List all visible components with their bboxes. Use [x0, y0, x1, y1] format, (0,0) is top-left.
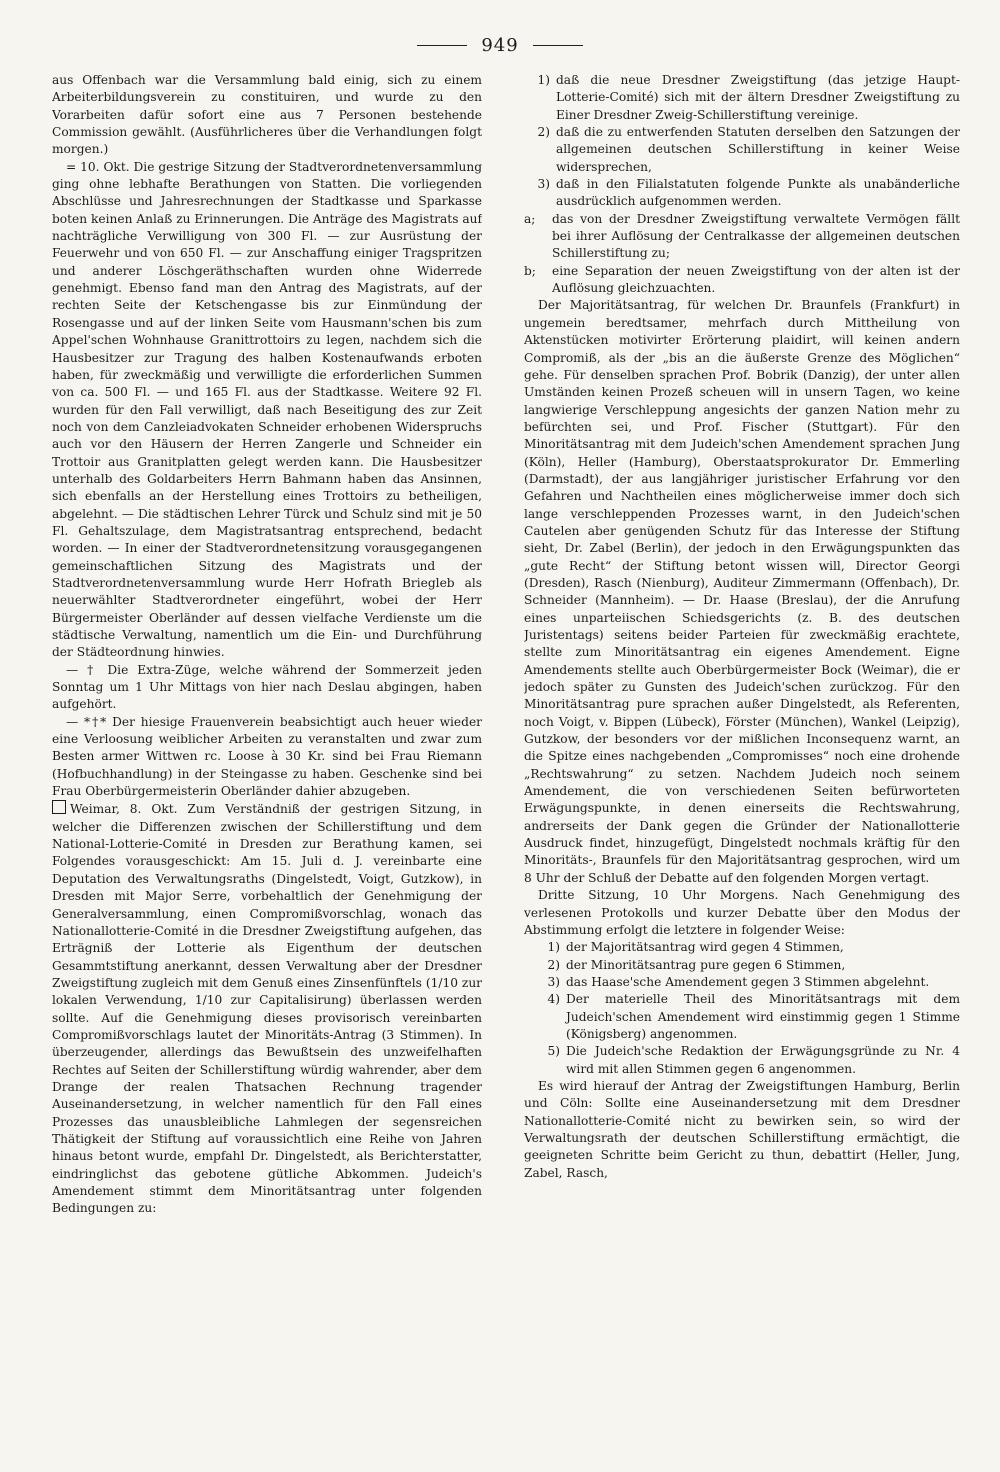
vote-text: der Minoritätsantrag pure gegen 6 Stimmen, [566, 957, 846, 972]
vote-number: 5) [547, 1044, 560, 1059]
vote-item [524, 957, 960, 974]
condition-number: b; [524, 263, 536, 278]
vote-number: 2) [547, 957, 560, 972]
vote-item [524, 939, 960, 956]
condition-item [524, 263, 960, 298]
paragraph-weimar [52, 800, 482, 1217]
condition-number: 2) [537, 125, 550, 140]
condition-number: 3) [537, 177, 550, 192]
box-icon [52, 800, 66, 814]
vote-text: der Majoritätsantrag wird gegen 4 Stimmen, [566, 940, 844, 955]
vote-number: 3) [547, 974, 560, 989]
condition-text: eine Separation der neuen Zweigstiftung von der alten ist der Auflösung gleichzuachten. [552, 263, 960, 296]
condition-number: 1) [537, 73, 550, 87]
header-rule-left [417, 45, 467, 46]
vote-item [524, 1043, 960, 1078]
condition-text: daß die zu entwerfenden Statuten derselben den Satzungen der allgemeinen deutschen Schillerstiftung in keiner Weise widersprechen, [556, 125, 960, 174]
vote-text: das Haase'sche Amendement gegen 3 Stimmen abgelehnt. [566, 974, 930, 989]
condition-item [524, 211, 960, 263]
vote-text: Der materielle Theil des Minoritätsantrags mit dem Judeich'schen Amendement wird einstimmig gegen 1 Stimme (Königsberg) angenommen. [566, 992, 960, 1041]
paragraph-majoritaetsantrag: Der Majoritätsantrag, für welchen Dr. Braunfels (Frankfurt) in ungemein beredtsamer, mehrfach durch Mittheilung von Aktenstücken motivirter Erörterung plaidirt, will keinen andern Compromiß, als der „bis an die äußerste Grenze des Möglichen“ gehe. Für denselben sprachen Prof. Bobrik (Danzig), der unter allen Umständen keinen Prozeß scheuen will in unsern Tagen, wo keine langwierige Verschleppung angesichts der ganzen Nation mehr zu befürchten sei, und Prof. Fischer (Stuttgart). Für den Minoritätsantrag mit dem Judeich'schen Amendement sprachen Jung (Köln), Heller (Hamburg), Oberstaatsprokurator Dr. Emmerling (Darmstadt), der aus langjähriger juristischer Erfahrung vor den Gefahren und Nachtheilen eines möglicherweise immer doch sich lange verschleppenden Prozesses warnt, in den Judeich'schen Cautelen aber genügenden Schutz für das Interesse der Stiftung sieht, Dr. Zabel (Berlin), der jedoch in den Erwägungspunkten das „gute Recht“ der Stiftung betont wissen will, Director Georgi (Dresden), Rasch (Nienburg), Auditeur Zimmermann (Offenbach), Dr. Schneider (Mannheim). — Dr. Haase (Breslau), der die Anrufung eines unparteiischen Schiedsgerichts (z. B. des deutschen Juristentags) seitens beider Parteien für zweckmäßig erachtete, stellte zum Minoritätsantrag ein eigenes Amendement. Eigne Amendements stellte auch Oberbürgermeister Bock (Weimar), die er jedoch später zu Gunsten des Judeich'schen zurückzog. Für den Minoritätsantrag pure sprachen außer Dingelstedt, als Referenten, noch Voigt, v. Bippen (Lübeck), Förster (München), Wankel (Leipzig), Gutzkow, der besonders vor der mißlichen Inconsequenz warnt, an die Spitze eines nachgebenden „Compromisses“ noch eine drohende „Rechtswahrung“ zu setzen. Nachdem Judeich noch seinem Amendement, die von verschiedenen Seiten befürworteten Erwägungspunkte, in denen einerseits die Rechtswahrung, andrerseits der Dank gegen die Gründer der Nationallotterie Ausdruck findet, hinzugefügt, Dingelstedt nochmals kräftig für den Minoritäts-, Braunfels für den Majoritätsantrag gesprochen, wird um 8 Uhr der Schluß der Debatte auf den folgenden Morgen vertagt. [524, 298, 960, 885]
condition-text: daß die neue Dresdner Zweigstiftung (das jetzige Haupt-Lotterie-Comité) sich mit der ältern Dresdner Zweigstiftung zu Einer Dresdner Zweig-Schillerstiftung vereinige. [556, 73, 960, 122]
vote-number: 1) [547, 940, 560, 955]
condition-text: das von der Dresdner Zweigstiftung verwaltete Vermögen fällt bei ihrer Auflösung der Centralkasse der allgemeinen deutschen Schillerstiftung zu; [552, 211, 960, 261]
paragraph-dritte-sitzung: Dritte Sitzung, 10 Uhr Morgens. Nach Genehmigung des verlesenen Protokolls und kurzer Debatte über den Modus der Abstimmung erfolgt die letztere in folgender Weise: [524, 888, 960, 937]
page-number: 949 [481, 34, 519, 56]
condition-item [524, 176, 960, 211]
paragraph-stadtverordneten: = 10. Okt. Die gestrige Sitzung der Stadtverordnetenversammlung ging ohne lebhafte Berathungen von Statten. Die vorliegenden Abschlüsse und Jahresrechnungen der Stadtkasse und Sparkasse boten keinen Anlaß zu Erinnerungen. Die Anträge des Magistrats auf nachträgliche Verwilligung von 300 Fl. — zur Ausrüstung der Feuerwehr und von 650 Fl. — zur Anschaffung einiger Tragspritzen und anderer Löschgeräthschaften wurden ohne Widerrede genehmigt. Ebenso fand man den Antrag des Magistrats, auf der rechten Seite der Ketschengasse bis zur Einmündung der Rosengasse und auf der linken Seite vom Hausmann'schen bis zum Appel'schen Wohnhause Granittrottoirs zu legen, nachdem sich die Hausbesitzer zur Tragung des halben Kostenaufwands erboten haben, für zweckmäßig und verwilligte die erforderlichen Summen von ca. 500 Fl. — und 165 Fl. aus der Stadtkasse. Weitere 92 Fl. wurden für den Fall verwilligt, daß nach Beseitigung des zur Zeit noch von dem Canzleiadvokaten Schneider erhobenen Widerspruchs auch vor den Häusern der Herren Zangerle und Schneider ein Trottoir aus Granitplatten gelegt werden kann. Die Hausbesitzer unterhalb des Goldarbeiters Herrn Bahmann haben das Ansinnen, sich ebenfalls an der Herstellung eines Trottoirs zu betheiligen, abgelehnt. — Die städtischen Lehrer Türck und Schulz sind mit je 50 Fl. Gehaltszulage, dem Magistratsantrag entsprechend, bedacht worden. — In einer der Stadtverordnetensitzung vorausgegangenen gemeinschaftlichen Sitzung des Magistrats und der Stadtverordnetenversammlung wurde Herr Hofrath Briegleb als neuerwählter Stadtverordneter eingeführt, wobei der Herr Bürgermeister Oberländer auf dessen vielfache Verdienste um die städtische Verwaltung, namentlich um die Ein- und Durchführung der Städteordnung hinwies. [52, 159, 482, 660]
vote-item [524, 974, 960, 991]
condition-item [524, 72, 960, 124]
vote-number: 4) [547, 992, 560, 1007]
paragraph-extra-zuege: — † Die Extra-Züge, welche während der Sommerzeit jeden Sonntag um 1 Uhr Mittags von hier nach Deslau abgingen, haben aufgehört. [52, 662, 482, 712]
paragraph-offenbach: aus Offenbach war die Versammlung bald einig, sich zu einem Arbeiterbildungsverein zu constituiren, und wurde zu den Vorarbeiten dafür sofort eine aus 7 Personen bestehende Commission gewählt. (Ausführlicheres über die Verhandlungen folgt morgen.) [52, 73, 482, 157]
vote-text: Die Judeich'sche Redaktion der Erwägungsgründe zu Nr. 4 wird mit allen Stimmen gegen 6 angenommen. [566, 1044, 960, 1076]
paragraph-zweigstiftungen-antrag: Es wird hierauf der Antrag der Zweigstiftungen Hamburg, Berlin und Cöln: Sollte eine Auseinandersetzung mit dem Dresdner Nationallotterie-Comité nicht zu bewirken sein, so wird der Verwaltungsrath der deutschen Schillerstiftung ermächtigt, die geeigneten Schritte beim Gericht zu thun, debattirt (Heller, Jung, Zabel, Rasch, [524, 1078, 960, 1180]
page-header [0, 30, 1000, 60]
paragraph-weimar-text: Weimar, 8. Okt. Zum Verständniß der gestrigen Sitzung, in welcher die Differenzen zwischen der Schillerstiftung und dem National-Lotterie-Comité in Dresden zur Berathung kamen, sei Folgendes vorausgeschickt: Am 15. Juli d. J. vereinbarte eine Deputation des Verwaltungsraths (Dingelstedt, Voigt, Gutzkow), in Dresden mit Major Serre, vorbehaltlich der Genehmigung der Generalversammlung, einen Compromißvorschlag, wonach das Nationallotterie-Comité in die Dresdner Zweigstiftung aufgehen, das Erträgniß der Lotterie als Eigenthum der deutschen Gesammtstiftung anerkannt, dessen Verwaltung aber der Dresdner Zweigstiftung zugleich mit dem Genuß eines Zinsenfünftels (1/10 zur lokalen Verwendung, 1/10 zur Capitalisirung) überlassen werden sollte. Auf die Genehmigung dieses provisorisch vereinbarten Compromißvorschlags lautet der Minoritäts-Antrag (3 Stimmen). In überzeugender, allerdings das Bewußtsein des unzweifelhaften Rechtes auf Seiten der Schillerstiftung würdig wahrender, aber dem Drange der realen Thatsachen Rechnung tragender Auseinandersetzung, in welcher namentlich für den Fall eines Prozesses das unausbleibliche Lahmlegen der segensreichen Thätigkeit der Stiftung auf voraussichtlich eine Reihe von Jahren hinaus betont wurde, empfahl Dr. Dingelstedt, als Berichterstatter, eindringlichst das gebotene gütliche Abkommen. Judeich's Amendement stimmt dem Minoritätsantrag unter folgenden Bedingungen zu: [52, 802, 482, 1216]
right-column [524, 72, 960, 1452]
vote-item [524, 991, 960, 1043]
paragraph-frauenverein: — *†* Der hiesige Frauenverein beabsichtigt auch heuer wieder eine Verloosung weiblicher Arbeiten zu veranstalten und zwar zum Besten armer Wittwen rc. Loose à 30 Kr. sind bei Frau Riemann (Hofbuchhandlung) in der Steingasse zu haben. Geschenke sind bei Frau Oberbürgermeisterin Oberländer dahier abzugeben. [52, 714, 482, 799]
header-rule-right [533, 45, 583, 46]
left-column [52, 72, 482, 1452]
condition-number: a; [524, 211, 536, 226]
condition-text: daß in den Filialstatuten folgende Punkte als unabänderliche ausdrücklich aufgenommen werden. [556, 177, 960, 209]
condition-item [524, 124, 960, 176]
